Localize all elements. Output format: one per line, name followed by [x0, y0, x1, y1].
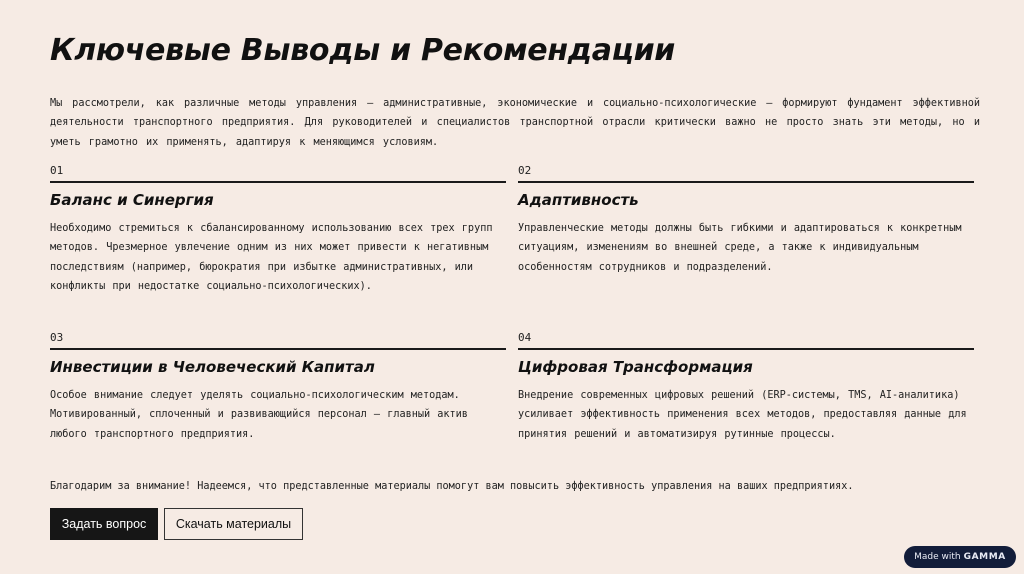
- card-text: Необходимо стремиться к сбалансированному использованию всех трех групп методов. Чрезмерное увлечение одним из них может привести к негативным последствиям (например, бюрократия при избытке административных, или конфликты при недостатке социально-психологических).: [50, 223, 493, 292]
- card-title: Баланс и Синергия: [50, 191, 214, 209]
- card-number: 01: [50, 164, 506, 183]
- ask-question-button[interactable]: Задать вопрос: [50, 508, 158, 540]
- download-materials-button[interactable]: Скачать материалы: [164, 508, 303, 540]
- card-title: Цифровая Трансформация: [518, 358, 753, 376]
- recommendation-card-4: [518, 331, 974, 444]
- card-title: Инвестиции в Человеческий Капитал: [50, 358, 375, 376]
- card-text: Внедрение современных цифровых решений (ERP-системы, TMS, AI-аналитика) усиливает эффективность применения всех методов, предоставляя данные для принятия решений и автоматизируя рутинные процессы.: [518, 390, 967, 440]
- made-with-gamma-badge[interactable]: [904, 546, 1016, 568]
- thanks-text: Благодарим за внимание! Надеемся, что представленные материалы помогут вам повысить эффективность управления на ваших предприятиях.: [50, 481, 854, 492]
- card-text: Управленческие методы должны быть гибкими и адаптироваться к конкретным ситуациям, изменениям во внешней среде, а также к индивидуальным особенностям сотрудников и подразделений.: [518, 223, 962, 273]
- gamma-logo: GAMMA: [963, 552, 1006, 562]
- card-text: Особое внимание следует уделять социально-психологическим методам. Мотивированный, сплоченный и развивающийся персонал – главный актив любого транспортного предприятия.: [50, 390, 468, 440]
- card-number: 04: [518, 331, 974, 350]
- recommendation-card-3: [50, 331, 506, 444]
- badge-prefix: Made with: [914, 552, 961, 562]
- recommendation-card-2: [518, 164, 974, 277]
- slide-title: Ключевые Выводы и Рекомендации: [50, 33, 676, 68]
- card-number: 03: [50, 331, 506, 350]
- card-title: Адаптивность: [518, 191, 639, 209]
- recommendation-card-1: [50, 164, 506, 296]
- intro-paragraph: Мы рассмотрели, как различные методы управления – административные, экономические и социально-психологические – формируют фундамент эффективной деятельности транспортного предприятия. Для руководителей и специалистов транспортной отрасли критически важно не просто знать эти методы, но и уметь грамотно их применять, адаптируя к меняющимся условиям.: [50, 98, 980, 148]
- card-number: 02: [518, 164, 974, 183]
